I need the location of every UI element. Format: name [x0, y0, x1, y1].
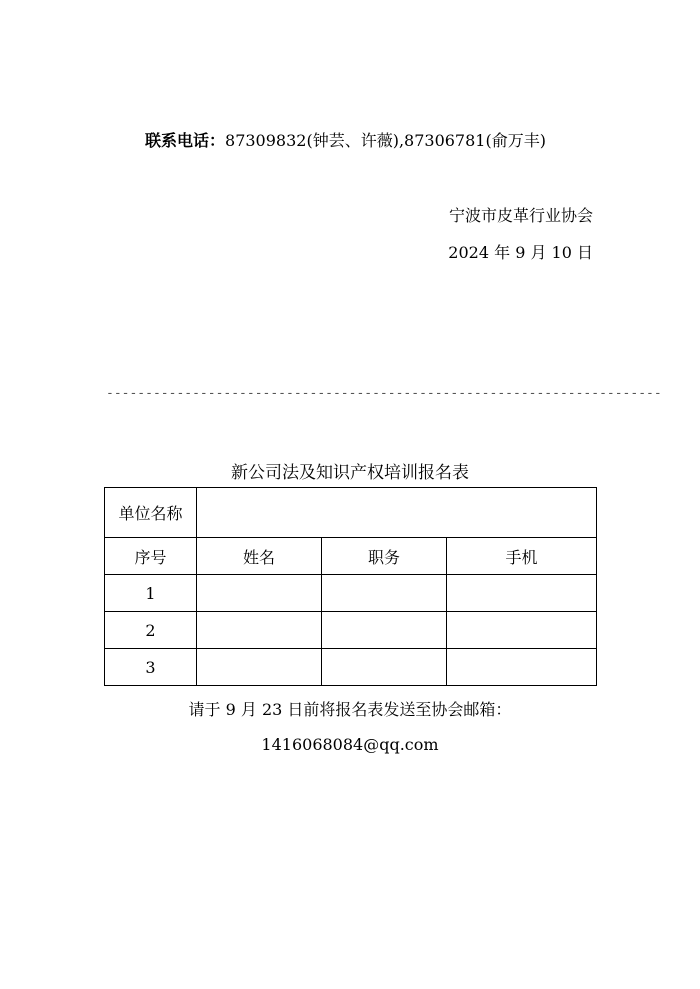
- unit-label: 单位名称: [105, 488, 197, 538]
- table-row: [105, 575, 597, 612]
- phone-field[interactable]: [447, 575, 597, 612]
- position-field[interactable]: [322, 649, 447, 686]
- row-number: 3: [105, 649, 197, 686]
- table-row: [105, 649, 597, 686]
- phone-field[interactable]: [447, 649, 597, 686]
- signature-organization: 宁波市皮革行业协会: [448, 206, 593, 225]
- phone-field[interactable]: [447, 612, 597, 649]
- name-field[interactable]: [197, 612, 322, 649]
- registration-table: [104, 487, 597, 686]
- contact-email: 1416068084@qq.com: [261, 735, 439, 754]
- name-field[interactable]: [197, 575, 322, 612]
- header-name: 姓名: [197, 538, 322, 575]
- submission-note: 请于 9 月 23 日前将报名表发送至协会邮箱：: [188, 700, 512, 719]
- header-number: 序号: [105, 538, 197, 575]
- name-field[interactable]: [197, 649, 322, 686]
- cut-separator: -----------------------------------------------------------------------: [106, 386, 662, 401]
- contact-line: [145, 128, 546, 151]
- signature-date: 2024 年 9 月 10 日: [448, 243, 593, 262]
- unit-row: [105, 488, 597, 538]
- header-row: [105, 538, 597, 575]
- unit-name-field[interactable]: [197, 488, 597, 538]
- form-title: 新公司法及知识产权培训报名表: [231, 463, 469, 483]
- contact-phones: 87309832(钟芸、许薇),87306781(俞万丰): [225, 131, 546, 150]
- position-field[interactable]: [322, 575, 447, 612]
- row-number: 2: [105, 612, 197, 649]
- contact-label: 联系电话：: [145, 131, 226, 150]
- header-phone: 手机: [447, 538, 597, 575]
- header-position: 职务: [322, 538, 447, 575]
- table-row: [105, 612, 597, 649]
- position-field[interactable]: [322, 612, 447, 649]
- row-number: 1: [105, 575, 197, 612]
